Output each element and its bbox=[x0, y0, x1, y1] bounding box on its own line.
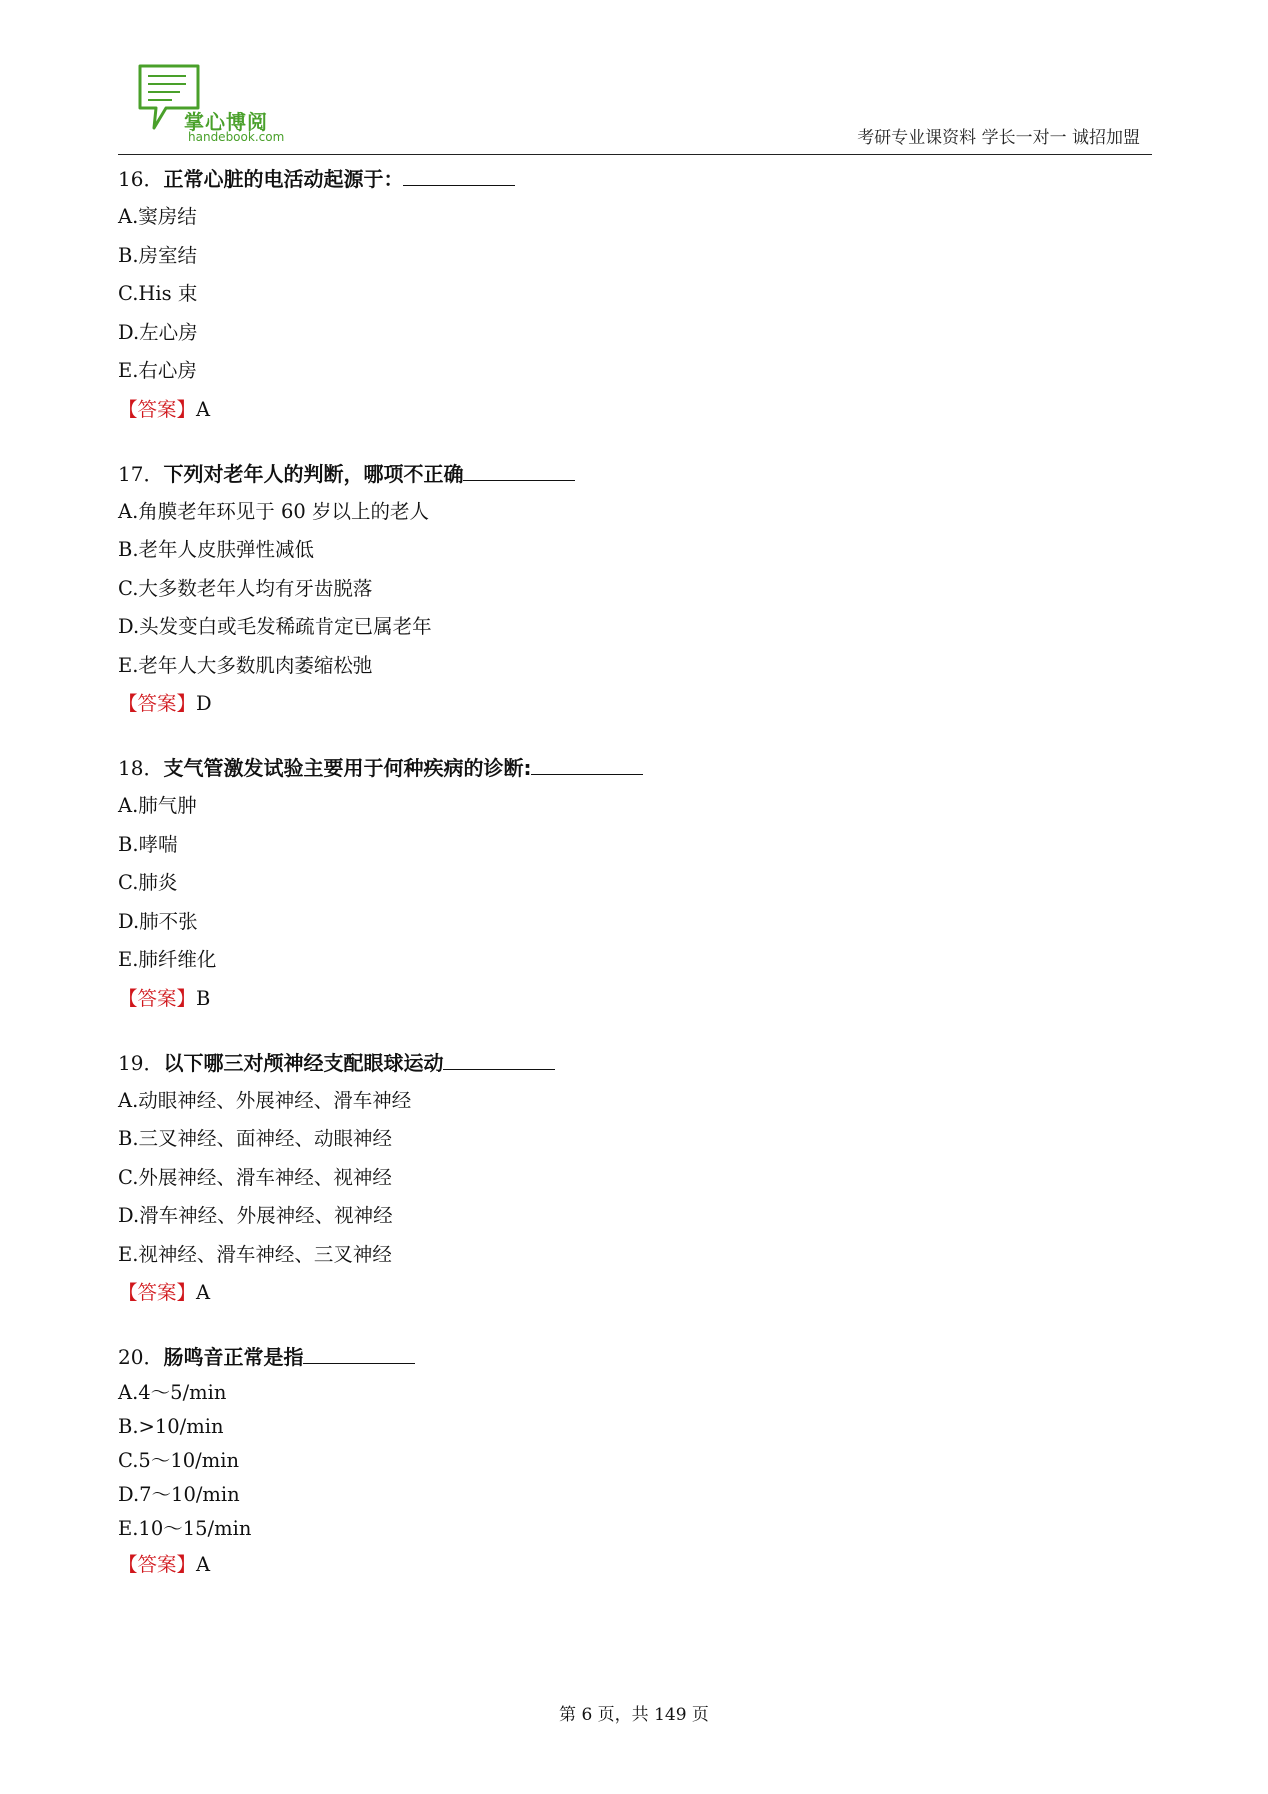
option-d: D.7～10/min bbox=[118, 1483, 240, 1506]
option-c: C.大多数老年人均有牙齿脱落 bbox=[118, 576, 373, 600]
option-e: E.肺纤维化 bbox=[118, 948, 217, 971]
answer-value: A bbox=[196, 397, 211, 421]
option-d: D.滑车神经、外展神经、视神经 bbox=[118, 1204, 393, 1227]
question-title bbox=[118, 1044, 1152, 1082]
option-a: A.动眼神经、外展神经、滑车神经 bbox=[118, 1088, 412, 1112]
question-text: 正常心脏的电活动起源于： bbox=[163, 167, 404, 191]
question-text: 下列对老年人的判断，哪项不正确 bbox=[163, 461, 464, 486]
header-tagline: 考研专业课资料 学长一对一 诚招加盟 bbox=[857, 128, 1140, 148]
question-number: 17． bbox=[118, 461, 164, 486]
answer-blank bbox=[403, 161, 515, 186]
option-a: A.肺气肿 bbox=[118, 794, 197, 817]
option-c: C.His 束 bbox=[118, 282, 198, 305]
question-16 bbox=[118, 160, 1152, 429]
option-d: D.肺不张 bbox=[118, 909, 198, 933]
answer-blank bbox=[463, 456, 575, 481]
logo-domain: handebook.com bbox=[188, 130, 285, 144]
option-list bbox=[118, 1376, 1152, 1546]
answer-label: 【答案】 bbox=[118, 397, 197, 421]
option-e: E.10～15/min bbox=[118, 1517, 252, 1540]
question-title bbox=[118, 1338, 1152, 1376]
answer-value: A bbox=[196, 1553, 211, 1576]
answer-value: A bbox=[196, 1281, 211, 1304]
answer-value: B bbox=[196, 986, 211, 1010]
option-b: B.老年人皮肤弹性减低 bbox=[118, 538, 315, 561]
option-b: B.房室结 bbox=[118, 243, 198, 267]
question-number: 19． bbox=[118, 1050, 164, 1075]
option-c: C.肺炎 bbox=[118, 871, 178, 894]
page-footer: 第 6 页，共 149 页 bbox=[559, 1705, 709, 1725]
page-header bbox=[118, 58, 1152, 155]
option-e: E.老年人大多数肌肉萎缩松弛 bbox=[118, 653, 373, 677]
question-list bbox=[118, 160, 1152, 1610]
option-list bbox=[118, 198, 1152, 391]
option-c: C.外展神经、滑车神经、视神经 bbox=[118, 1165, 392, 1189]
answer-label: 【答案】 bbox=[118, 1553, 197, 1576]
option-d: D.左心房 bbox=[118, 320, 198, 344]
option-list bbox=[118, 787, 1152, 980]
question-20 bbox=[118, 1338, 1152, 1584]
option-e: E.视神经、滑车神经、三叉神经 bbox=[118, 1242, 392, 1266]
question-number: 18． bbox=[118, 756, 164, 780]
answer-line bbox=[118, 391, 1152, 429]
option-b: B.哮喘 bbox=[118, 832, 178, 856]
answer-line bbox=[118, 1546, 1152, 1584]
answer-label: 【答案】 bbox=[118, 986, 197, 1010]
question-19 bbox=[118, 1044, 1152, 1313]
question-text: 支气管激发试验主要用于何种疾病的诊断: bbox=[163, 756, 532, 780]
option-b: B.三叉神经、面神经、动眼神经 bbox=[118, 1127, 393, 1150]
answer-label: 【答案】 bbox=[118, 692, 197, 715]
option-a: A.窦房结 bbox=[118, 205, 197, 228]
option-list bbox=[118, 1082, 1152, 1275]
answer-label: 【答案】 bbox=[118, 1281, 197, 1304]
question-text: 肠鸣音正常是指 bbox=[163, 1345, 304, 1369]
logo bbox=[136, 62, 286, 150]
answer-value: D bbox=[196, 692, 212, 715]
option-list bbox=[118, 493, 1152, 686]
question-title bbox=[118, 749, 1152, 787]
question-title bbox=[118, 160, 1152, 198]
answer-blank bbox=[443, 1045, 555, 1070]
question-number: 20． bbox=[118, 1345, 164, 1369]
answer-line bbox=[118, 1274, 1152, 1312]
option-e: E.右心房 bbox=[118, 359, 197, 382]
option-d: D.头发变白或毛发稀疏肯定已属老年 bbox=[118, 615, 432, 638]
option-c: C.5～10/min bbox=[118, 1449, 239, 1472]
answer-line bbox=[118, 685, 1152, 723]
question-18 bbox=[118, 749, 1152, 1018]
question-number: 16． bbox=[118, 167, 164, 191]
answer-line bbox=[118, 980, 1152, 1018]
option-a: A.角膜老年环见于 60 岁以上的老人 bbox=[118, 499, 429, 523]
question-17 bbox=[118, 455, 1152, 724]
question-text: 以下哪三对颅神经支配眼球运动 bbox=[163, 1050, 444, 1075]
question-title bbox=[118, 455, 1152, 493]
option-b: B.>10/min bbox=[118, 1415, 224, 1438]
logo-name: 掌心博阅 bbox=[184, 110, 268, 134]
answer-blank bbox=[303, 1339, 415, 1364]
answer-blank bbox=[531, 750, 643, 775]
option-a: A.4～5/min bbox=[118, 1381, 227, 1404]
